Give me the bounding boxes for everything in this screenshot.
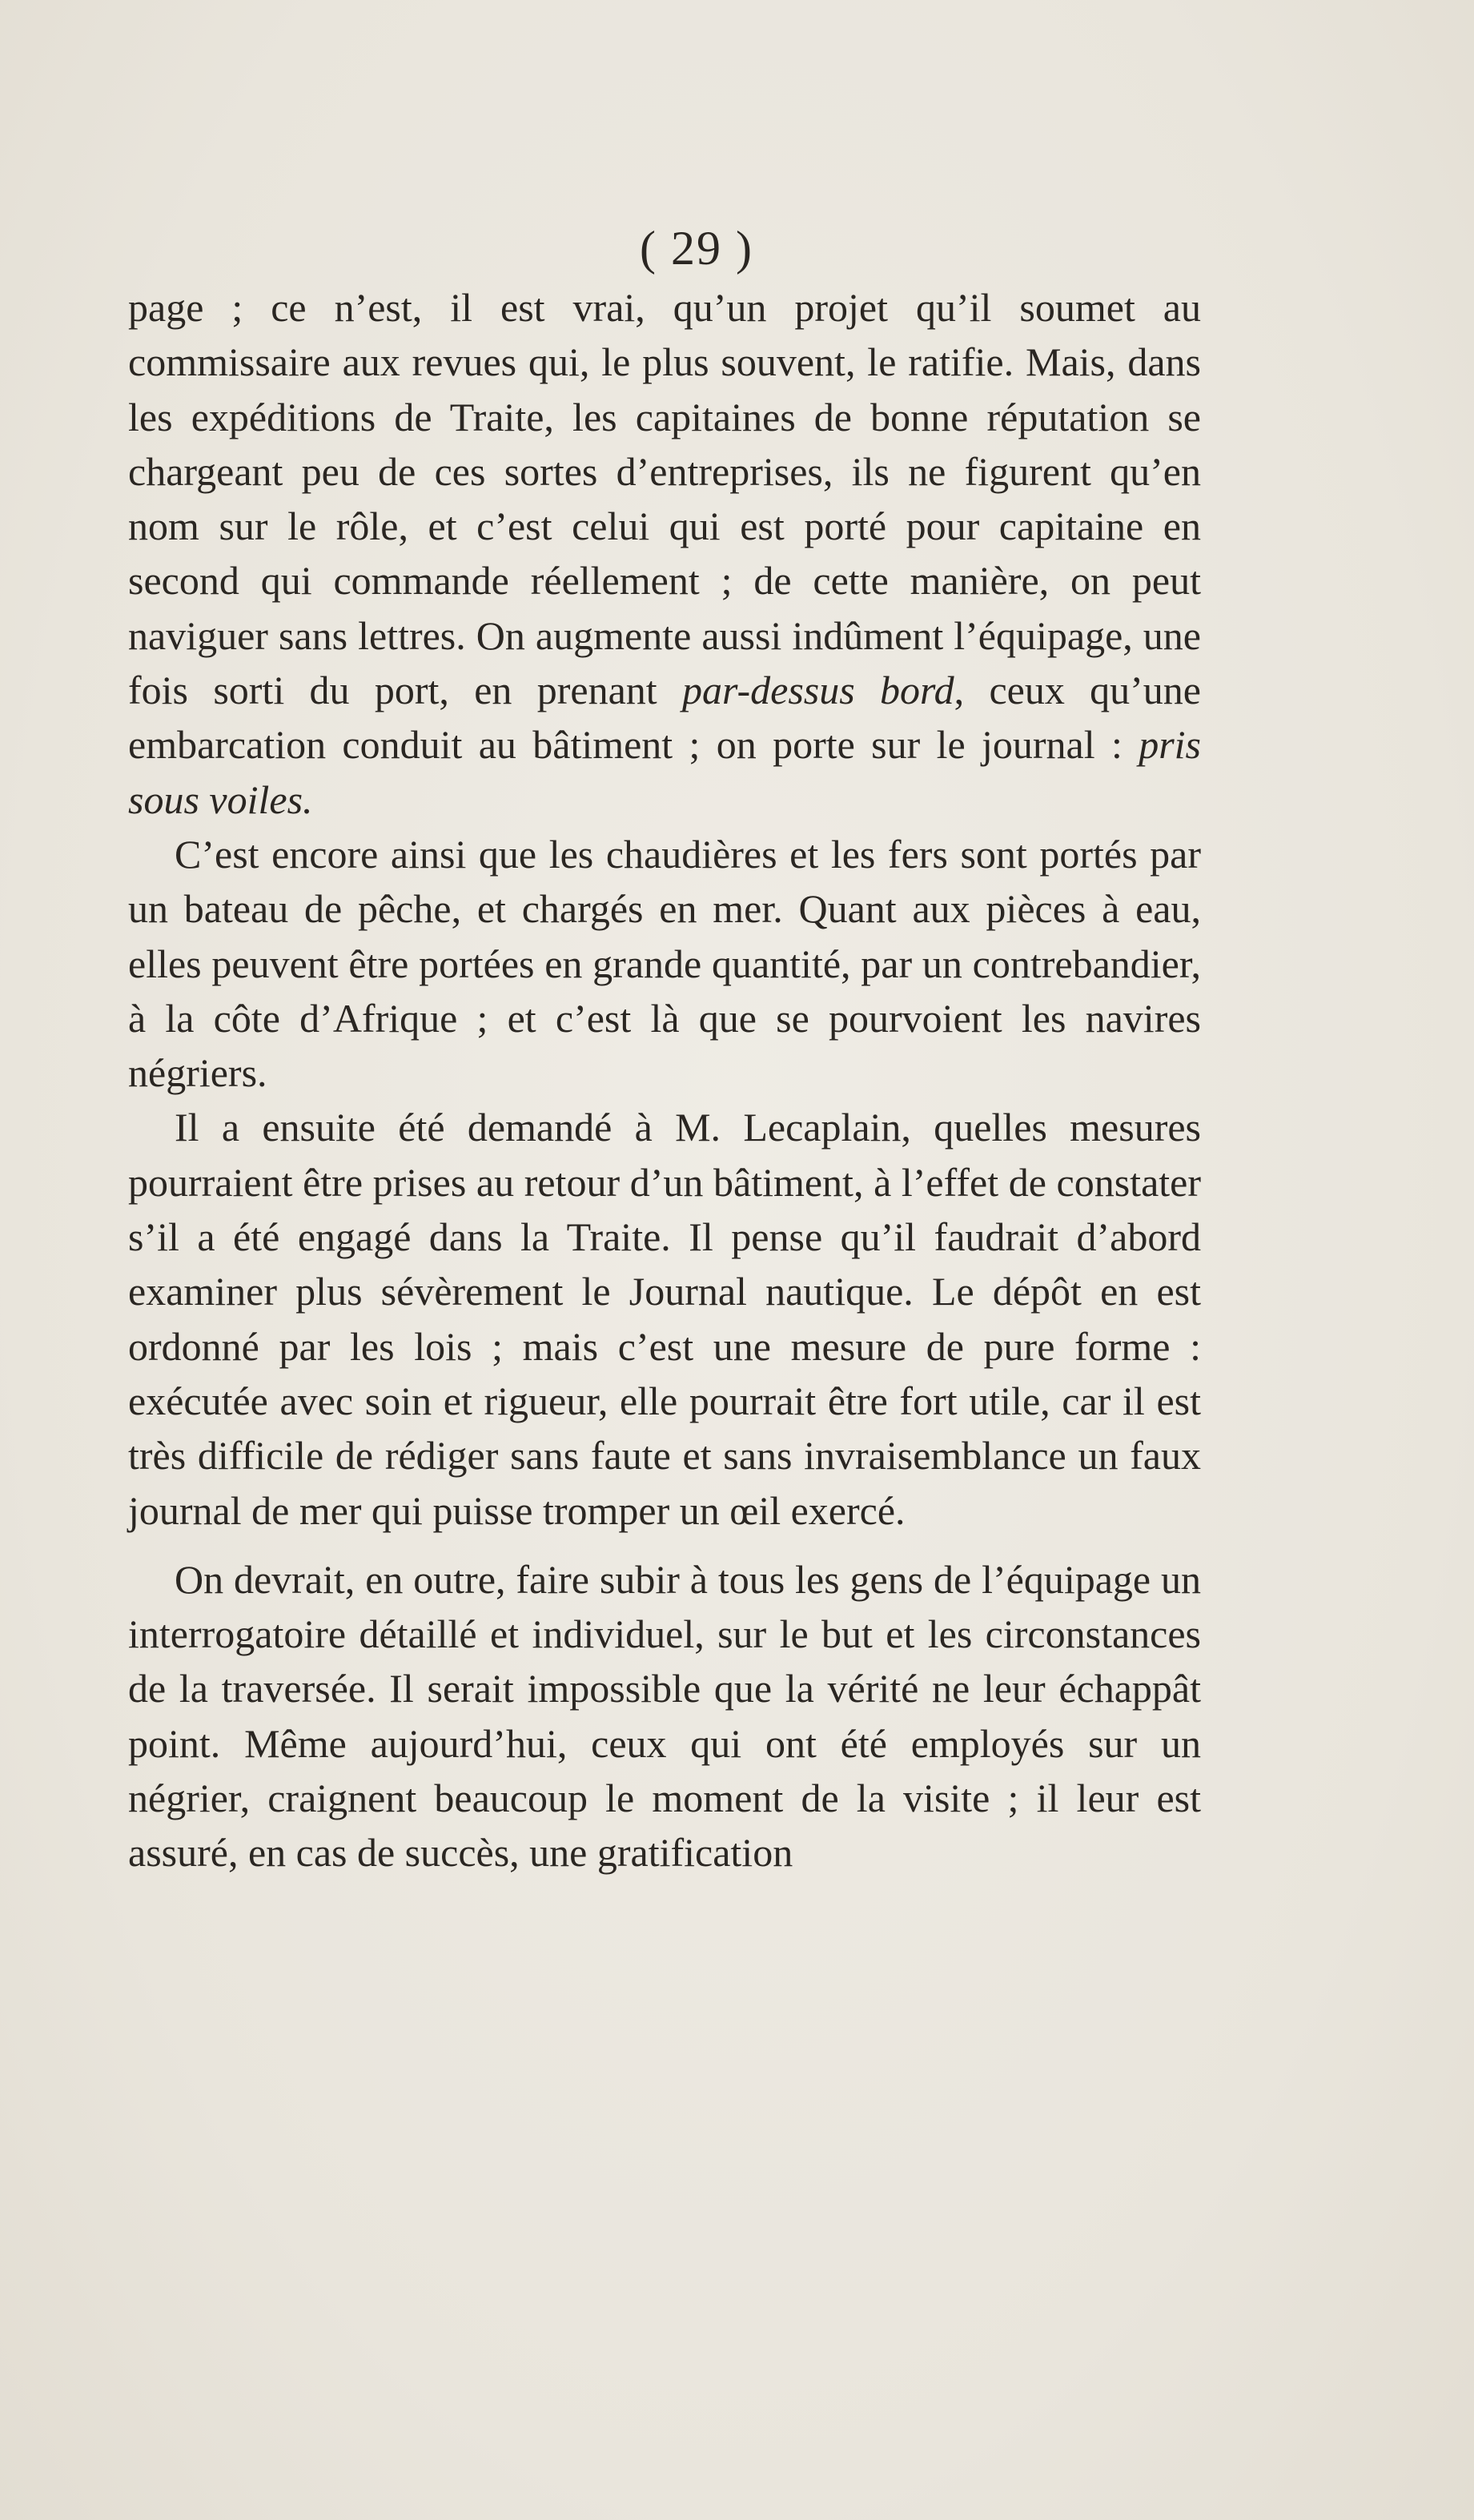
paragraph-2 — [128, 827, 1201, 1100]
text-run: Il a ensuite été demandé à M. Lecaplain, quelles mesures pourraient être prises au retour d’un bâtiment, à l’effet de constater s’il a été engagé dans la Traite. Il pense qu’il faudrait d’abord examiner plus sévèrement le Journal nautique. Le dépôt en est ordonné par les lois ; mais c’est une mesure de pure forme : exécutée avec soin et rigueur, elle pourrait être fort utile, car il est très difficile de rédiger sans faute et sans invraisemblance un faux journal de mer qui puisse tromper un œil exercé. — [128, 1105, 1201, 1533]
paragraph-3 — [128, 1100, 1201, 1537]
text-run: page ; ce n’est, il est vrai, qu’un projet qu’il soumet au commissaire aux revues qui, le plus souvent, le ratifie. Mais, dans les expéditions de Traite, les capitaines de bonne réputation se chargeant peu de ces sortes d’entreprises, ils ne figurent qu’en nom sur le rôle, et c’est celui qui est porté pour capitaine en second qui commande réellement ; de cette manière, on peut naviguer sans lettres. On augmente aussi indûment l’équipage, une fois sorti du port, en prenant — [128, 285, 1201, 713]
text-run: On devrait, en outre, faire subir à tous les gens de l’équipage un interrogatoire détaillé et individuel, sur le but et les circonstances de la traversée. Il serait impossible que la vérité ne leur échappât point. Même aujourd’hui, ceux qui ont été employés sur un négrier, craignent beaucoup le moment de la visite ; il leur est assuré, en cas de succès, une gratification — [128, 1556, 1201, 1876]
italic-text: pris sous voiles. — [128, 722, 1201, 822]
paragraph-4 — [128, 1552, 1201, 1880]
italic-text: par-dessus bord — [682, 668, 954, 713]
body-text — [128, 280, 1201, 1880]
page-content — [128, 216, 1201, 1880]
text-run: , ceux qu’une embarcation conduit au bâtiment ; on porte sur le journal : — [128, 668, 1202, 768]
text-run: C’est encore ainsi que les chaudières et les fers sont portés par un bateau de pêche, et chargés en mer. Quant aux pièces à eau, elles peuvent être portées en grande quantité, par un contrebandier, à la côte d’Afrique ; et c’est là que se pourvoient les navires négriers. — [128, 831, 1201, 1096]
page-number: ( 29 ) — [640, 222, 753, 275]
paragraph-1 — [128, 280, 1201, 827]
